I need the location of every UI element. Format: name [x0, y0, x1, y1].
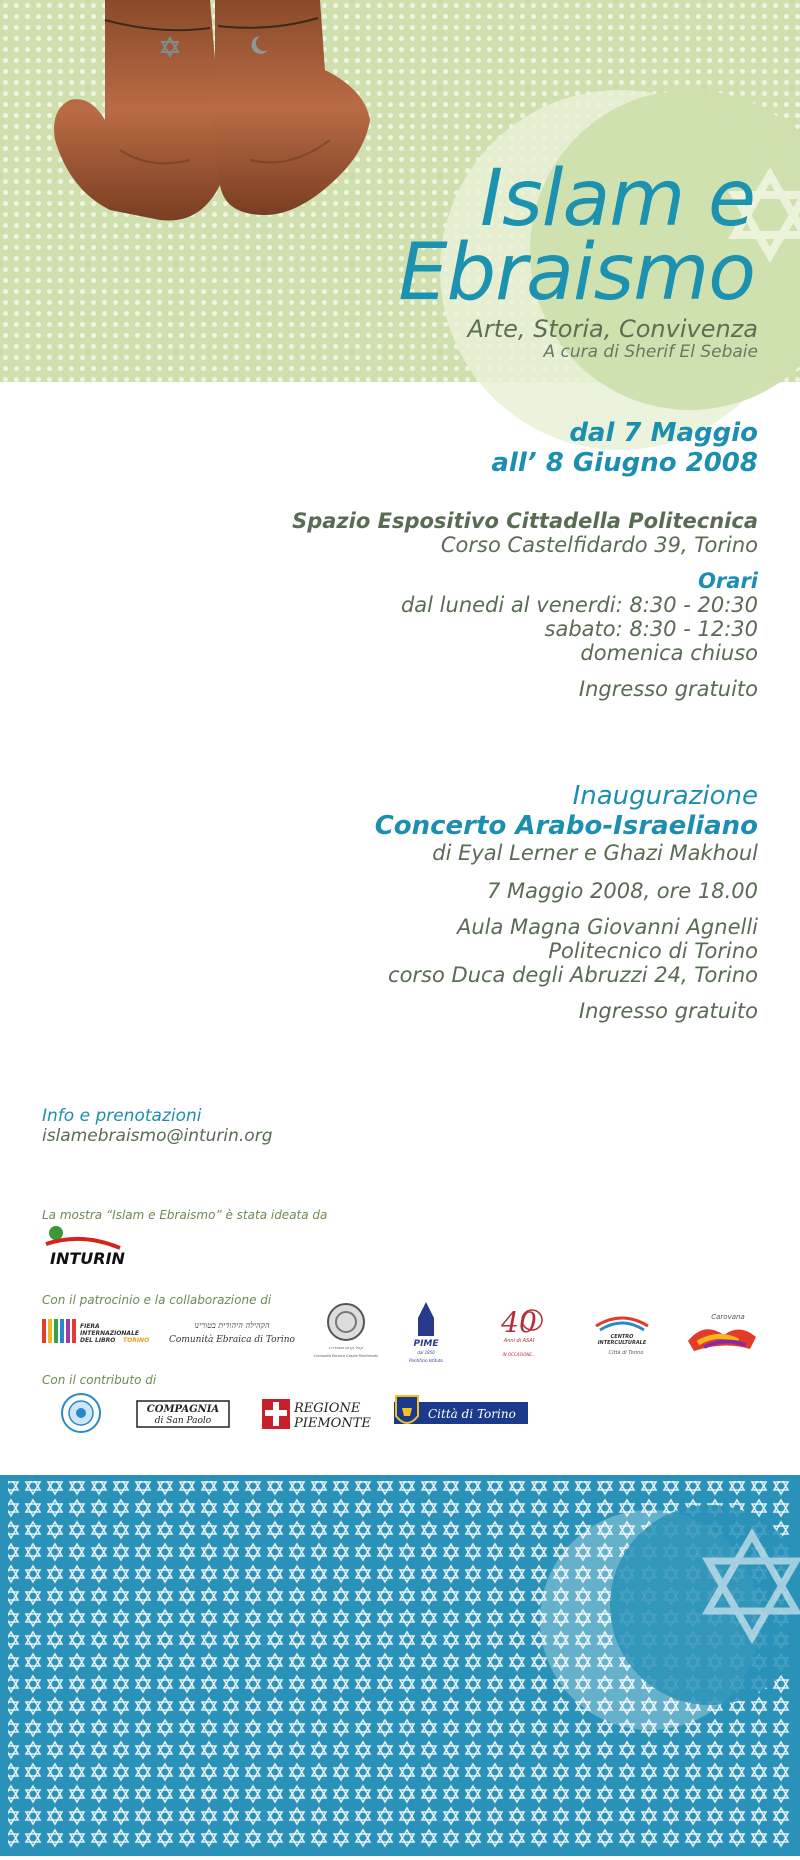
- comunita-ebraica-torino-logo: [169, 1318, 295, 1348]
- header-banner: [0, 0, 800, 382]
- pime-logo: [404, 1300, 448, 1364]
- venue-name: Spazio Espositivo Cittadella Politecnica: [292, 509, 758, 533]
- inturin-logo: [42, 1222, 124, 1270]
- svg-text:TORINO: TORINO: [123, 1337, 150, 1344]
- svg-text:IN OCCASIONE...: IN OCCASIONE...: [502, 1352, 536, 1357]
- svg-text:COMPAGNIA: COMPAGNIA: [146, 1404, 220, 1415]
- concert-place-line-2: Politecnico di Torino: [548, 939, 758, 963]
- svg-text:Comunità Ebraica di Torino: Comunità Ebraica di Torino: [169, 1335, 295, 1345]
- carovana-logo: [684, 1311, 760, 1355]
- provincia-torino-logo: [60, 1392, 102, 1434]
- svg-text:40: 40: [501, 1306, 537, 1339]
- svg-text:PIME: PIME: [413, 1339, 439, 1349]
- dates-line-2: all’ 8 Giugno 2008: [491, 448, 758, 478]
- curator: A cura di Sherif El Sebaie: [543, 342, 758, 362]
- svg-text:קהל קדוש מונפררט: קהל קדוש מונפררט: [328, 1345, 364, 1350]
- hours-weekdays: dal lunedi al venerdi: 8:30 - 20:30: [400, 593, 758, 617]
- svg-text:INTERCULTURALE: INTERCULTURALE: [597, 1340, 647, 1346]
- conceived-by-label: La mostra “Islam e Ebraismo” è stata ideata da: [42, 1208, 328, 1222]
- hands-image: [50, 0, 380, 230]
- svg-text:Carovana: Carovana: [711, 1313, 745, 1321]
- compagnia-san-paolo-logo: [136, 1400, 230, 1428]
- concert-place-line-1: Aula Magna Giovanni Agnelli: [456, 915, 758, 939]
- svg-text:dal 1850: dal 1850: [417, 1350, 435, 1355]
- inauguration: [375, 781, 758, 865]
- venue-address: Corso Castelfidardo 39, Torino: [440, 533, 758, 557]
- dates-line-1: dal 7 Maggio: [569, 418, 758, 448]
- concert-place: [388, 915, 758, 987]
- svg-text:הקהילה היהודית בטורינו: הקהילה היהודית בטורינו: [194, 1321, 270, 1330]
- patronage-label: Con il patrocinio e la collaborazione di: [42, 1293, 272, 1307]
- casale-monferrato-logo: [313, 1302, 379, 1362]
- svg-text:INTERNAZIONALE: INTERNAZIONALE: [80, 1330, 140, 1337]
- opening-hours: [401, 569, 758, 665]
- svg-text:di San Paolo: di San Paolo: [154, 1416, 212, 1426]
- venue: [292, 509, 758, 557]
- fiera-libro-logo: [42, 1317, 150, 1347]
- subtitle: Arte, Storia, Convivenza: [467, 315, 758, 343]
- hours-saturday: sabato: 8:30 - 12:30: [544, 617, 758, 641]
- centro-interculturale-logo: [592, 1308, 652, 1358]
- free-entry-concert: Ingresso gratuito: [578, 999, 758, 1023]
- svg-text:Città di Torino: Città di Torino: [608, 1350, 644, 1356]
- info-title: Info e prenotazioni: [42, 1106, 202, 1126]
- concert-datetime: 7 Maggio 2008, ore 18.00: [486, 879, 758, 903]
- svg-text:Pontificio Istituto: Pontificio Istituto: [409, 1358, 443, 1363]
- asai-40-logo: [474, 1302, 564, 1362]
- inauguration-label: Inaugurazione: [572, 781, 758, 811]
- hours-sunday: domenica chiuso: [580, 641, 758, 665]
- citta-di-torino-logo: [394, 1394, 528, 1432]
- hours-title: Orari: [698, 569, 758, 593]
- svg-text:REGIONE: REGIONE: [294, 1401, 361, 1416]
- regione-piemonte-logo: [262, 1397, 371, 1431]
- svg-text:Comunità Ebraica Casale Monfer: Comunità Ebraica Casale Monferrato: [313, 1354, 379, 1358]
- exhibition-dates: [491, 418, 758, 478]
- contribution-label: Con il contributo di: [42, 1373, 157, 1387]
- svg-text:DEL LIBRO: DEL LIBRO: [80, 1337, 116, 1344]
- svg-text:Anni di ASAI: Anni di ASAI: [503, 1338, 535, 1344]
- title-line-1: Islam e: [480, 154, 755, 244]
- concert-title: Concerto Arabo-Israeliano: [374, 811, 758, 841]
- free-entry-exhibition: Ingresso gratuito: [578, 677, 758, 701]
- footer-pattern: [0, 1475, 800, 1856]
- svg-text:PIEMONTE: PIEMONTE: [294, 1416, 371, 1431]
- inturin-logo-text: INTURIN: [50, 1249, 125, 1268]
- svg-text:FIERA: FIERA: [80, 1323, 100, 1330]
- info-section: [42, 1106, 273, 1146]
- concert-place-line-3: corso Duca degli Abruzzi 24, Torino: [388, 963, 758, 987]
- title-line-2: Ebraismo: [398, 228, 755, 318]
- info-email[interactable]: islamebraismo@inturin.org: [42, 1126, 273, 1146]
- page-title: [398, 154, 755, 318]
- svg-text:Città di Torino: Città di Torino: [428, 1407, 516, 1421]
- star-of-david-pattern: [0, 1475, 800, 1856]
- svg-text:CENTRO: CENTRO: [610, 1334, 634, 1340]
- concert-performers: di Eyal Lerner e Ghazi Makhoul: [432, 841, 758, 865]
